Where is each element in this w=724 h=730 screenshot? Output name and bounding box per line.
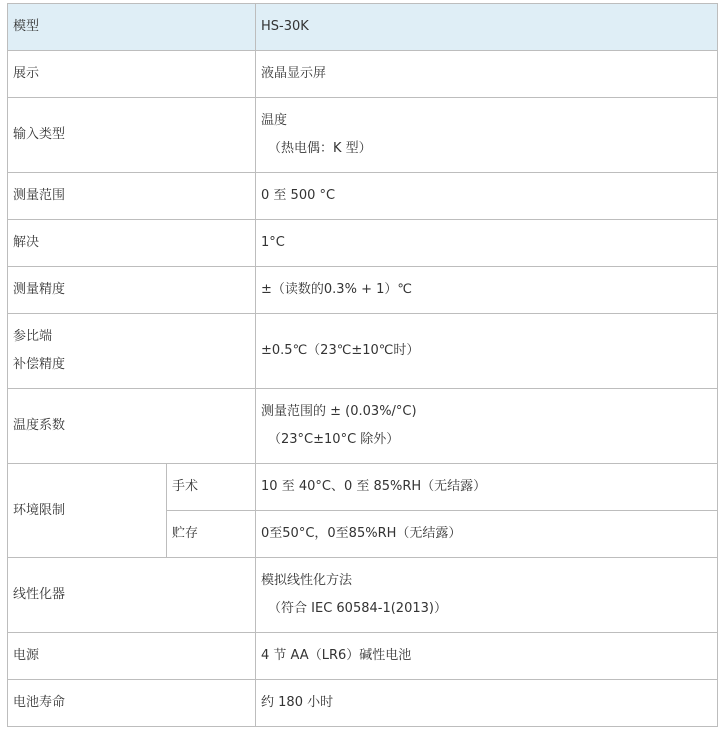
table-row-battery-life bbox=[8, 680, 718, 727]
label-resolution: 解决 bbox=[8, 220, 256, 267]
value-linearizer-line1: 模拟线性化方法 bbox=[261, 573, 353, 588]
value-display: 液晶显示屏 bbox=[256, 51, 718, 98]
label-cjc-accuracy-line2: 补偿精度 bbox=[13, 357, 66, 372]
value-temp-coefficient-line2: （23°C±10°C 除外） bbox=[268, 432, 400, 447]
value-measure-range: 0 至 500 °C bbox=[256, 173, 718, 220]
label-temp-coefficient: 温度系数 bbox=[8, 389, 256, 464]
table-row-measure-range bbox=[8, 173, 718, 220]
value-input-type bbox=[256, 98, 718, 173]
label-env-storage: 贮存 bbox=[167, 511, 256, 558]
table-row-temp-coefficient bbox=[8, 389, 718, 464]
label-env-operation: 手术 bbox=[167, 464, 256, 511]
table-row-display bbox=[8, 51, 718, 98]
label-model: 模型 bbox=[8, 4, 256, 51]
label-display: 展示 bbox=[8, 51, 256, 98]
table-row-cjc-accuracy bbox=[8, 314, 718, 389]
value-resolution: 1°C bbox=[256, 220, 718, 267]
value-linearizer-line2: （符合 IEC 60584-1(2013)） bbox=[268, 601, 447, 616]
label-input-type: 输入类型 bbox=[8, 98, 256, 173]
value-cjc-accuracy: ±0.5℃（23℃±10℃时） bbox=[256, 314, 718, 389]
label-cjc-accuracy bbox=[8, 314, 256, 389]
value-battery-life: 约 180 小时 bbox=[256, 680, 718, 727]
table-row-input-type bbox=[8, 98, 718, 173]
label-battery-life: 电池寿命 bbox=[8, 680, 256, 727]
label-measure-range: 测量范围 bbox=[8, 173, 256, 220]
table-row-power bbox=[8, 633, 718, 680]
value-linearizer bbox=[256, 558, 718, 633]
table-row-env-operation bbox=[8, 464, 718, 511]
value-power: 4 节 AA（LR6）碱性电池 bbox=[256, 633, 718, 680]
label-env-limits: 环境限制 bbox=[8, 464, 167, 558]
value-env-operation: 10 至 40°C、0 至 85%RH（无结露） bbox=[256, 464, 718, 511]
value-input-type-line1: 温度 bbox=[261, 113, 288, 128]
table-row-accuracy bbox=[8, 267, 718, 314]
table-row-resolution bbox=[8, 220, 718, 267]
spec-table bbox=[7, 3, 718, 727]
table-row-linearizer bbox=[8, 558, 718, 633]
value-input-type-line2: （热电偶：K 型） bbox=[268, 141, 372, 156]
value-env-storage: 0至50°C，0至85%RH（无结露） bbox=[256, 511, 718, 558]
label-power: 电源 bbox=[8, 633, 256, 680]
label-accuracy: 测量精度 bbox=[8, 267, 256, 314]
value-temp-coefficient-line1: 测量范围的 ± (0.03%/°C) bbox=[261, 404, 417, 419]
value-temp-coefficient bbox=[256, 389, 718, 464]
value-model: HS-30K bbox=[256, 4, 718, 51]
label-cjc-accuracy-line1: 参比端 bbox=[13, 329, 53, 344]
value-accuracy: ±（读数的0.3% + 1）℃ bbox=[256, 267, 718, 314]
label-linearizer: 线性化器 bbox=[8, 558, 256, 633]
table-row-model bbox=[8, 4, 718, 51]
